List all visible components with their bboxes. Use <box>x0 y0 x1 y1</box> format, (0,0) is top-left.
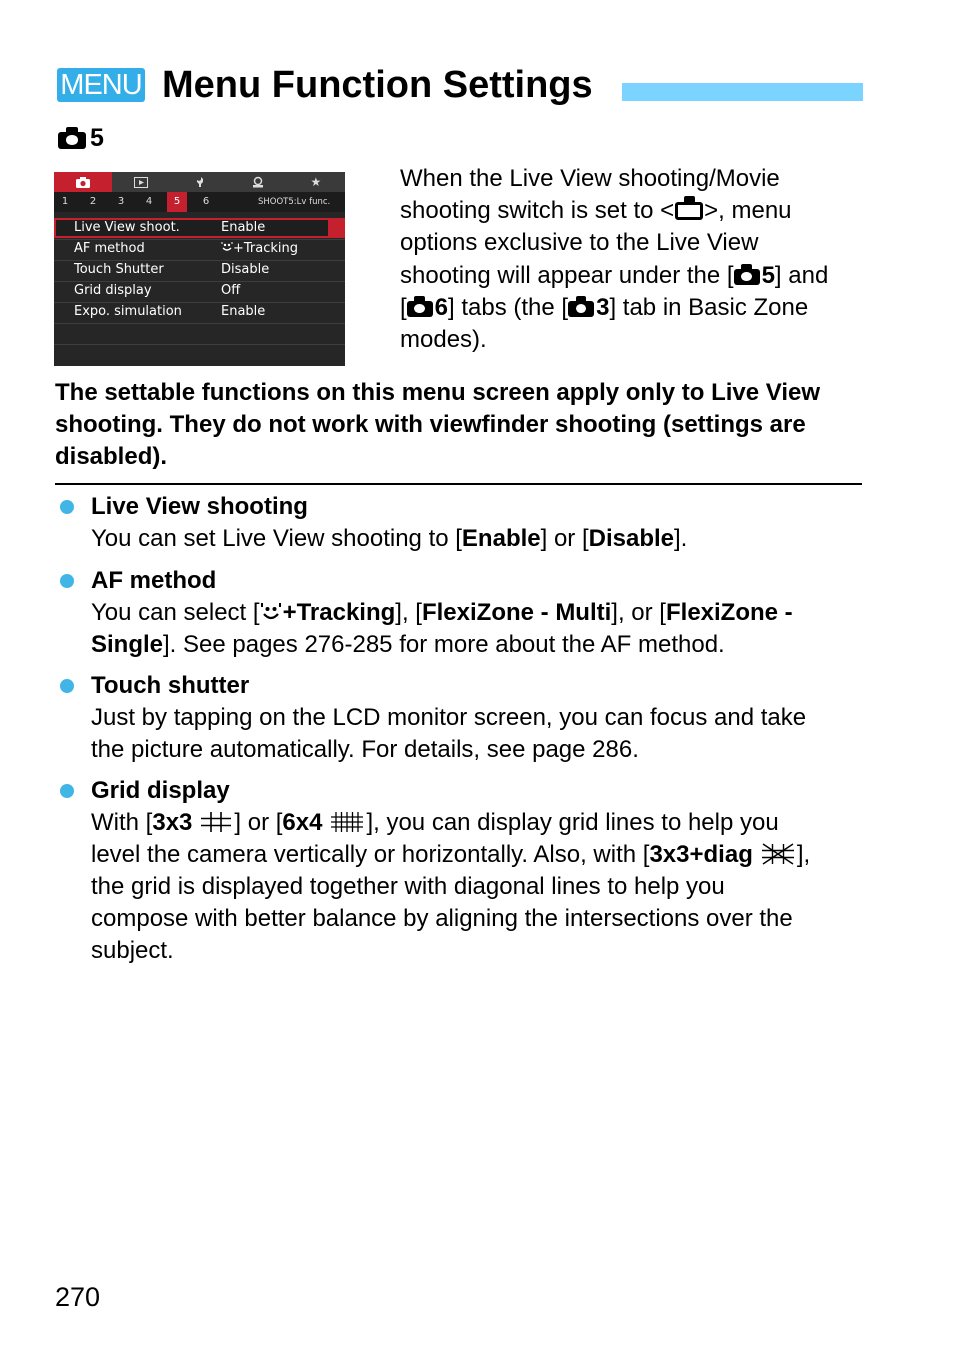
section-divider <box>55 483 862 485</box>
lcd-sub-title: SHOOT5:Lv func. <box>258 197 331 207</box>
lcd-menu-row <box>54 239 345 259</box>
bullet-icon <box>60 500 74 514</box>
camera-icon <box>54 172 112 192</box>
item-body: You can select [ +Tracking], [FlexiZone - Multi], or [FlexiZone - Single]. See pages 276-285 for more about the AF method. <box>91 599 793 658</box>
lcd-menu-row <box>54 302 345 322</box>
intro-line: When the Live View shooting/Movie <box>400 165 780 192</box>
lcd-row-value: Enable <box>221 220 266 235</box>
lcd-tab-number-active: 5 <box>167 192 187 212</box>
page-title: Menu Function Settings <box>162 64 593 106</box>
lcd-tab-number: 3 <box>117 196 125 207</box>
custom-settings-icon <box>229 172 287 192</box>
intro-line: [ 6] tabs (the [ 3] tab in Basic Zone <box>400 293 809 321</box>
lcd-tab-number: 4 <box>145 196 153 207</box>
grid-3x3-icon <box>200 811 232 833</box>
bullet-icon <box>60 679 74 693</box>
warning-line: disabled). <box>55 443 168 470</box>
item-title: Live View shooting <box>91 493 308 520</box>
face-detect-icon <box>260 601 282 623</box>
item-title: AF method <box>91 567 217 594</box>
lcd-row-value-wrap <box>221 239 298 259</box>
bullet-icon <box>60 784 74 798</box>
item-body: Just by tapping on the LCD monitor screen, you can focus and take the picture automatically. For details, see page 286. <box>91 704 807 763</box>
lcd-empty-row <box>54 344 345 365</box>
grid-3x3-diag-icon <box>761 843 795 865</box>
wrench-icon <box>170 172 228 192</box>
warning-line: shooting. They do not work with viewfinder shooting (settings are <box>55 411 806 438</box>
lcd-row-value: Disable <box>221 262 270 277</box>
warning-note <box>55 377 875 473</box>
lcd-tab-number: 6 <box>202 196 210 207</box>
lcd-row-label: AF method <box>74 241 145 256</box>
item-title: Touch shutter <box>91 672 250 699</box>
lcd-tab-number: 2 <box>89 196 97 207</box>
live-view-camera-icon <box>675 196 703 220</box>
lcd-row-value: Off <box>221 283 241 298</box>
lcd-row-label: Grid display <box>74 283 152 298</box>
intro-line: modes). <box>400 326 487 354</box>
lcd-row-label: Touch Shutter <box>74 262 164 277</box>
shooting-camera-icon <box>58 127 86 149</box>
intro-paragraph <box>400 163 870 356</box>
item-title: Grid display <box>91 777 230 804</box>
camera-menu-screenshot <box>54 172 345 366</box>
item-body: With [3x3 ] or [6x4 ], you can display grid lines to help you level the camera vertically or horizontally. Also, with [3x3+diag ], the grid is displayed together with diagonal lines to help you compose with better balance by aligning the intersections over the subject. <box>91 809 811 964</box>
shooting-camera-icon <box>407 296 433 317</box>
lcd-tab-number: 1 <box>61 196 69 207</box>
title-accent-bar <box>622 83 863 101</box>
shooting-camera-icon <box>734 264 760 285</box>
face-detect-icon <box>221 241 233 253</box>
tab-number: 5 <box>90 123 104 152</box>
lcd-number-row <box>54 192 345 212</box>
intro-line: shooting switch is set to < >, menu <box>400 197 792 225</box>
lcd-row-value: +Tracking <box>233 241 299 256</box>
lcd-row-label: Live View shoot. <box>74 220 180 235</box>
playback-icon <box>112 172 170 192</box>
lcd-menu-row <box>54 260 345 280</box>
page-number: 270 <box>55 1282 101 1312</box>
shooting-camera-icon <box>568 296 594 317</box>
bullet-icon <box>60 574 74 588</box>
my-menu-star-icon: ★ <box>310 175 322 189</box>
lcd-empty-row <box>54 323 345 344</box>
item-body: You can set Live View shooting to [Enable] or [Disable]. <box>91 525 688 552</box>
tab-label <box>58 124 104 152</box>
lcd-row-value: Enable <box>221 304 266 319</box>
lcd-row-label: Expo. simulation <box>74 304 182 319</box>
grid-6x4-icon <box>330 811 364 833</box>
warning-line: The settable functions on this menu screen apply only to Live View <box>55 379 821 406</box>
lcd-tab-bar <box>54 172 345 192</box>
lcd-menu-row <box>54 218 345 238</box>
lcd-menu-row <box>54 281 345 301</box>
intro-line: shooting will appear under the [ 5] and <box>400 261 829 289</box>
intro-line: options exclusive to the Live View <box>400 229 759 257</box>
menu-badge-icon: MENU <box>57 68 145 102</box>
